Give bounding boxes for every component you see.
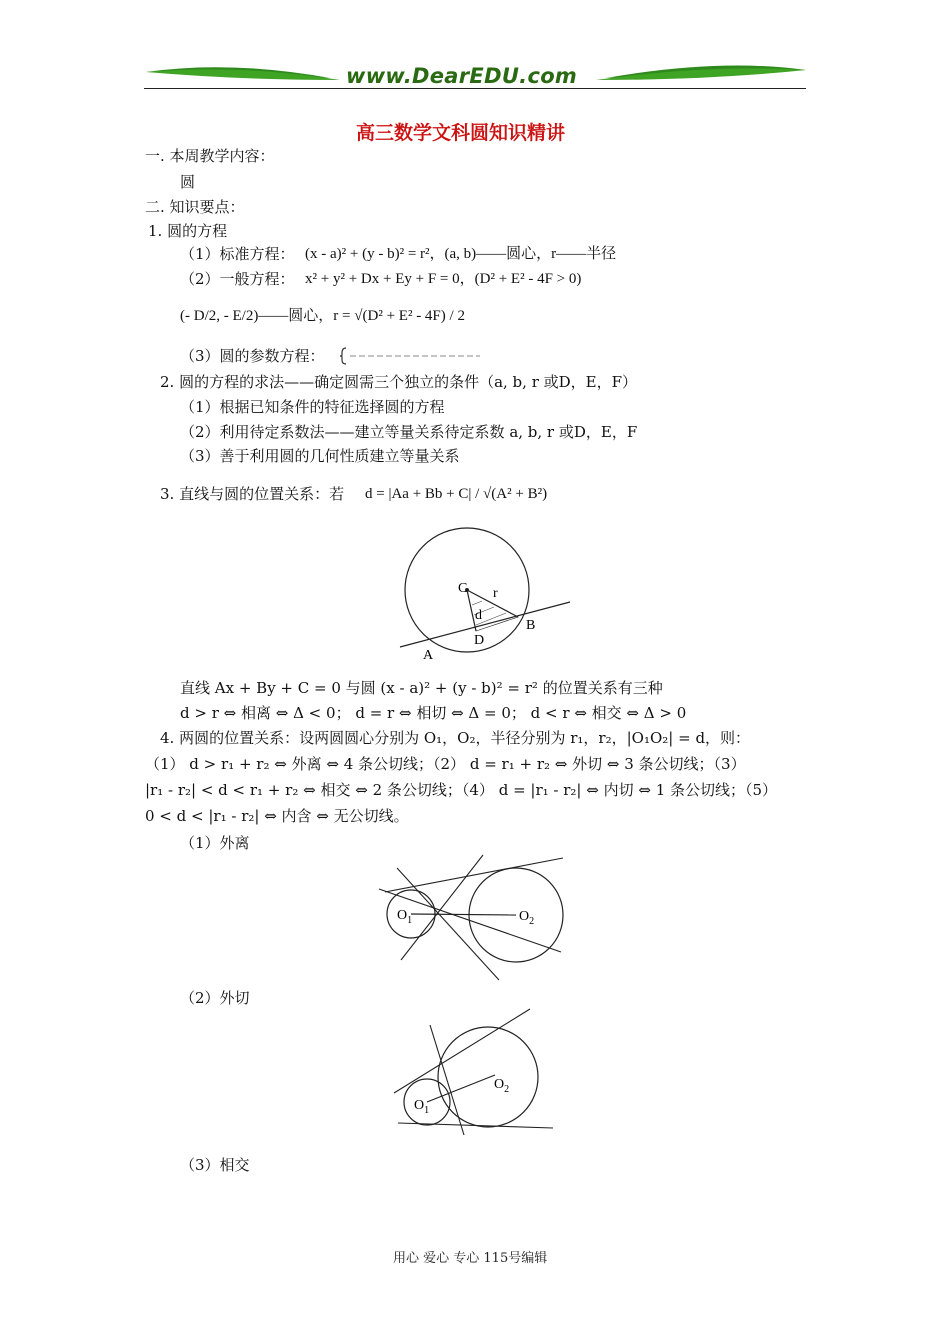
p1-center-formula: (- D/2, - E/2)——圆心，r = √(D² + E² - 4F) / 2 [180,308,465,324]
fig1-label-b: B [526,618,536,633]
p3-line2: d > r ⇔ 相离 ⇔ Δ < 0； d = r ⇔ 相切 ⇔ Δ = 0； d < r ⇔ 相交 ⇔ Δ > 0 [180,704,687,722]
page-title: 高三数学文科圆知识精讲 [356,122,566,144]
p1-item1-formula: (x - a)² + (y - b)² = r²，(a, b)——圆心，r——半径 [305,246,617,262]
p2-item1: （1）根据已知条件的特征选择圆的方程 [180,398,445,416]
part-2-heading: 2. 圆的方程的求法——确定圆需三个独立的条件（a, b, r 或D，E，F） [160,373,638,391]
fig1-label-r: r [493,586,498,601]
part-1-heading: 1. 圆的方程 [148,222,228,240]
p1-item2-formula: x² + y² + Dx + Ey + F = 0，(D² + E² - 4F > 0) [305,271,582,287]
figure-separated-circles [375,852,575,982]
figure-tangent-circles [390,1005,590,1140]
fig3-center-line [427,1075,495,1102]
p3-line1: 直线 Ax + By + C = 0 与圆 (x - a)² + (y - b)² = r² 的位置关系有三种 [180,679,663,697]
fig3-circle-2 [438,1027,538,1127]
p1-item1-label: （1）标准方程： [180,245,295,263]
fig1-label-c: C [458,581,468,596]
page-footer: 用心 爱心 专心 115号编辑 [393,1251,548,1266]
p4-line2: （1） d > r₁ + r₂ ⇔ 外离 ⇔ 4 条公切线；（2） d = r₁ + r₂ ⇔ 外切 ⇔ 3 条公切线；（3） [145,755,746,773]
header-rule [144,88,806,89]
p2-item3: （3）善于利用圆的几何性质建立等量关系 [180,447,460,465]
section-1-heading: 一. 本周教学内容： [145,147,275,165]
fig3-label-o2: $O_2$ [494,1077,510,1095]
p4-line3: |r₁ - r₂| < d < r₁ + r₂ ⇔ 相交 ⇔ 2 条公切线；（4） d = |r₁ - r₂| ⇔ 内切 ⇔ 1 条公切线；（5） [145,781,778,799]
case-3-label: （3）相交 [180,1156,250,1174]
header-logo: www.DearEDU.com [346,64,578,88]
case-2-label: （2）外切 [180,989,250,1007]
part-3-heading: 3. 直线与圆的位置关系：若 [160,485,345,503]
fig1-secant-line [400,602,570,647]
case-1-label: （1）外离 [180,834,250,852]
p1-item2-label: （2）一般方程： [180,270,295,288]
p2-item2: （2）利用待定系数法——建立等量关系待定系数 a, b, r 或D，E，F [180,423,638,441]
parametric-brace-icon [340,346,490,366]
fig1-label-d: d [475,608,482,623]
figure-line-circle [390,525,590,675]
fig2-label-o1: $O_1$ [397,908,413,926]
fig1-label-big-d: D [474,633,485,648]
fig1-label-a: A [423,648,434,663]
fig2-label-o2: $O_2$ [519,909,535,927]
fig2-center-line [411,914,516,915]
fig3-label-o1: $O_1$ [414,1098,430,1116]
section-2-heading: 二. 知识要点： [145,198,245,216]
p4-line4: 0 < d < |r₁ - r₂| ⇔ 内含 ⇔ 无公切线。 [145,807,409,825]
p3-distance-formula: d = |Aa + Bb + C| / √(A² + B²) [365,486,548,502]
p4-line1: 4. 两圆的位置关系：设两圆圆心分别为 O₁，O₂，半径分别为 r₁，r₂，|O₁O₂| = d，则： [160,729,751,747]
section-1-body: 圆 [180,173,196,191]
p1-item3-label: （3）圆的参数方程： [180,347,325,365]
